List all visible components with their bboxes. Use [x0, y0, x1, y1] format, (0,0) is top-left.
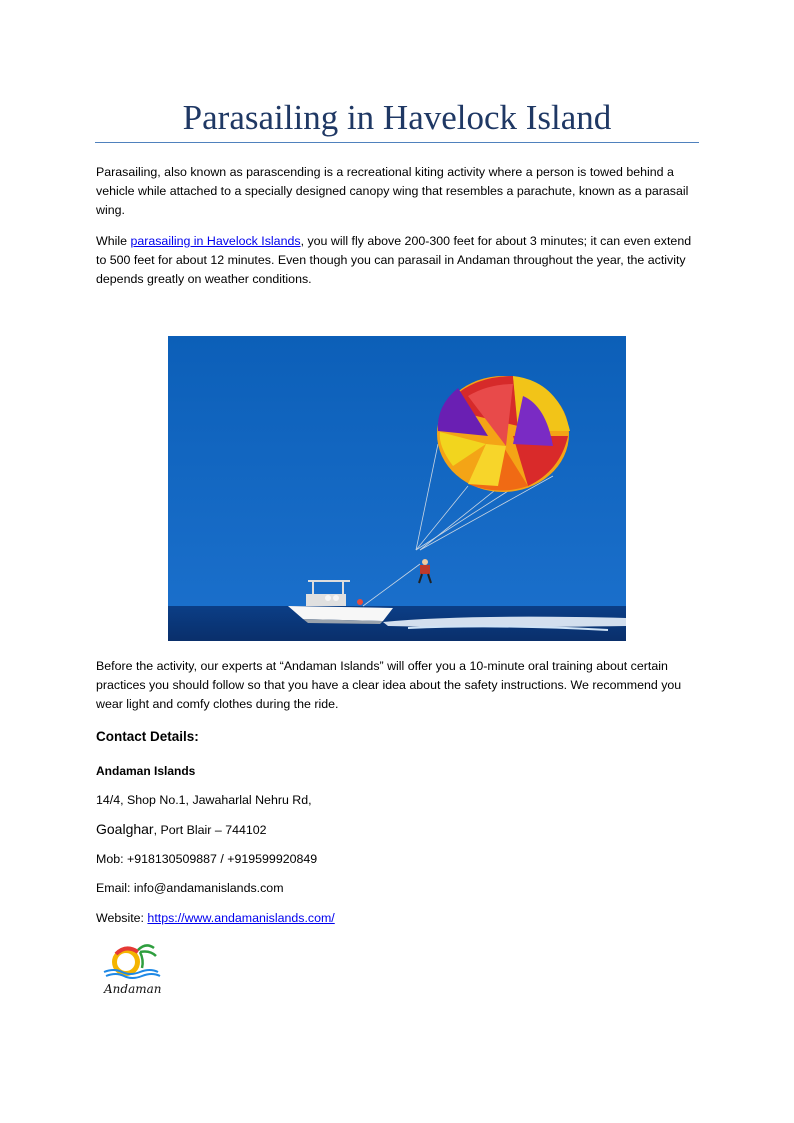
- intro-paragraph: Parasailing, also known as parascending is a recreational kiting activity where a person is towed behind a vehicle while attached to a specially designed canopy wing that resembles a parachute, known as a parasail wing.: [96, 165, 689, 217]
- page-title: Parasailing in Havelock Island: [182, 98, 612, 137]
- contact-heading: Contact Details:: [96, 729, 199, 744]
- logo-text: Andaman: [104, 982, 162, 996]
- website-line: [96, 909, 335, 927]
- parasailing-photo: [168, 336, 626, 641]
- website-link[interactable]: https://www.andamanislands.com/: [147, 911, 335, 925]
- company-name: Andaman Islands: [96, 764, 196, 778]
- website-label: Website:: [96, 911, 148, 925]
- address-city: , Port Blair – 744102: [153, 823, 267, 837]
- mobile-numbers: Mob: +918130509887 / +919599920849: [96, 852, 318, 866]
- details-text-after: , you will fly above 200-300 feet for about 3 minutes; it can even extend to 500 feet for about 12 minutes. Even though you can parasail in Andaman throughout the year, the activity depends greatly on weather conditions.: [96, 234, 692, 286]
- havelock-parasailing-link[interactable]: parasailing in Havelock Islands: [130, 234, 301, 248]
- andaman-logo: [100, 940, 168, 1004]
- training-paragraph: Before the activity, our experts at “Andaman Islands” will offer you a 10-minute oral training about certain practices you should follow so that you have a clear idea about the safety instructions. We recommend you wear light and comfy clothes during the ride.: [96, 659, 682, 711]
- address-line-2: [96, 820, 267, 839]
- title-divider: [95, 142, 699, 143]
- email-address: Email: info@andamanislands.com: [96, 881, 284, 895]
- address-locality: Goalghar: [96, 821, 154, 837]
- details-paragraph: [96, 232, 696, 289]
- details-text-before: While: [96, 234, 131, 248]
- parasail-canopy: [437, 376, 570, 492]
- address-line-1: 14/4, Shop No.1, Jawaharlal Nehru Rd,: [96, 793, 312, 807]
